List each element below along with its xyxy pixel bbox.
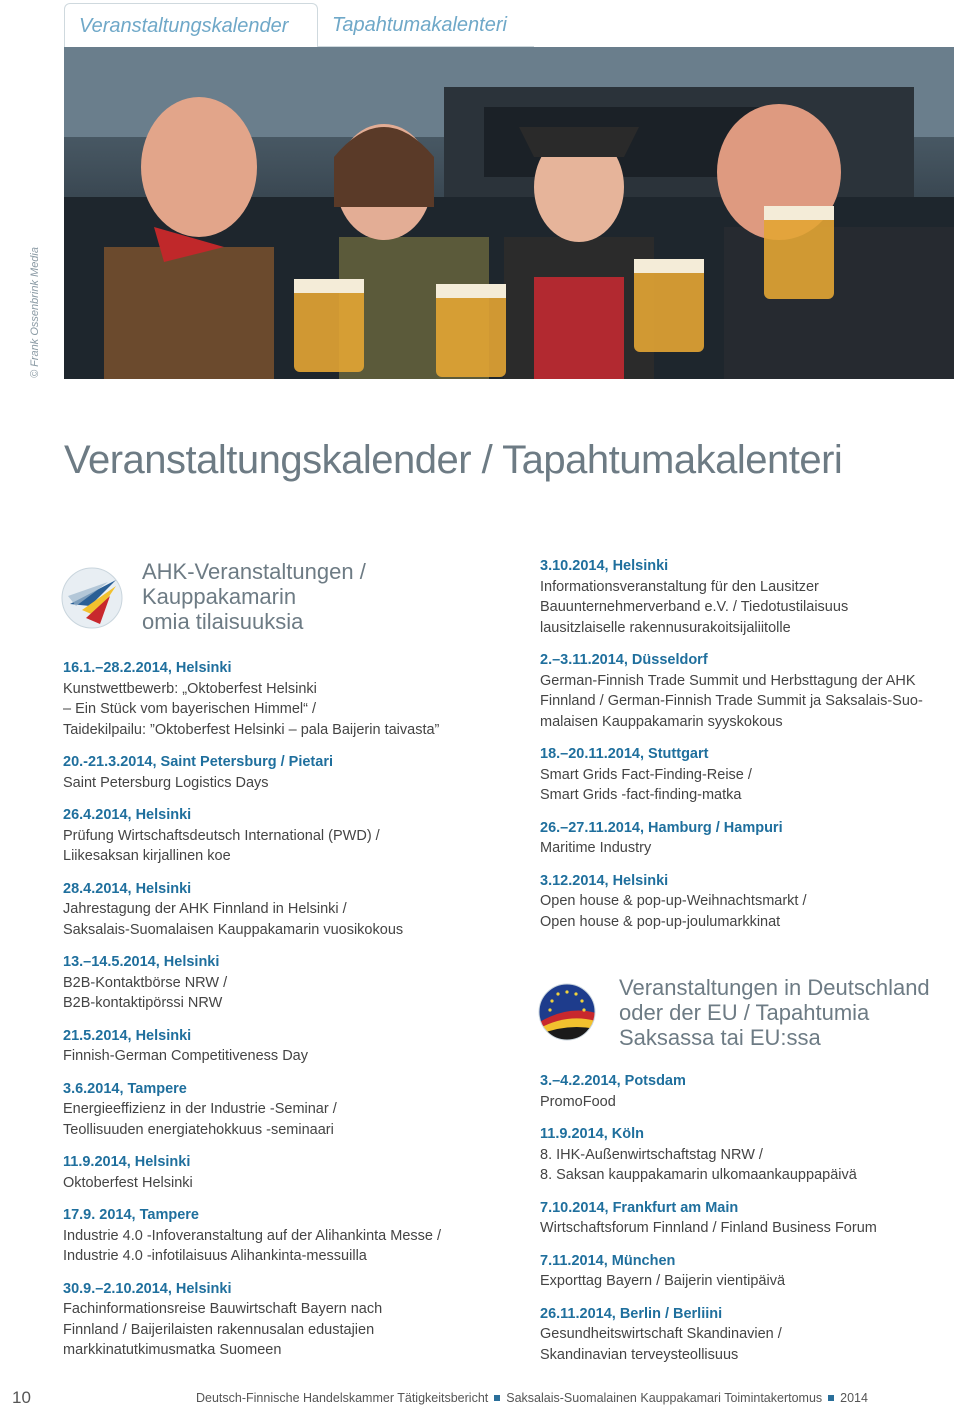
- event-description: Maritime Industry: [540, 840, 652, 856]
- event-description: Open house & pop-up-joulumarkkinat: [540, 913, 781, 930]
- event-entry: [63, 1279, 523, 1361]
- ahk-logo-icon: [60, 566, 124, 635]
- event-date: 11.9.2014, Köln: [540, 1126, 644, 1142]
- event-date: 11.9.2014, Helsinki: [63, 1154, 191, 1170]
- event-date: 13.–14.5.2014, Helsinki: [63, 954, 220, 970]
- event-description: Oktoberfest Helsinki: [63, 1174, 193, 1191]
- event-description: malaisen Kauppakamarin syyskokous: [540, 713, 783, 730]
- event-description: Finnland / German-Finnish Trade Summit ja Saksalais-Suo-: [540, 693, 923, 709]
- event-description: Open house & pop-up-Weihnachtsmarkt /: [540, 893, 807, 909]
- tab-tapahtumakalenteri[interactable]: Tapahtumakalenteri: [318, 3, 534, 47]
- eu-globe-icon: [538, 983, 596, 1046]
- event-description: Wirtschaftsforum Finnland / Finland Business Forum: [540, 1220, 877, 1236]
- header-tabs: [64, 3, 534, 47]
- ahk-heading-line: Kauppakamarin: [142, 584, 297, 609]
- event-entry: [63, 952, 523, 1014]
- event-date: 17.9. 2014, Tampere: [63, 1207, 199, 1223]
- event-entry: [63, 1152, 523, 1193]
- event-description: Energieeffizienz in der Industrie -Seminar /: [63, 1101, 337, 1117]
- event-description: Prüfung Wirtschaftsdeutsch International (PWD) /: [63, 827, 380, 844]
- footer-part: Saksalais-Suomalainen Kauppakamari Toimintakertomus: [506, 1391, 823, 1405]
- event-description: German-Finnish Trade Summit und Herbsttagung der AHK: [540, 672, 916, 689]
- event-description: markkinatutkimusmatka Suomeen: [63, 1342, 282, 1358]
- event-entry: [540, 1304, 955, 1366]
- event-description: Exporttag Bayern / Baijerin vientipäivä: [540, 1273, 786, 1289]
- event-entry: [540, 744, 955, 806]
- ahk-heading-line: AHK-Veranstaltungen /: [142, 559, 366, 584]
- event-description: 8. IHK-Außenwirtschaftstag NRW /: [540, 1146, 763, 1163]
- event-description: – Ein Stück vom bayerischen Himmel“ /: [63, 701, 317, 717]
- event-description: Smart Grids Fact-Finding-Reise /: [540, 766, 752, 783]
- event-description: Industrie 4.0 -infotilaisuus Alihankinta-messuilla: [63, 1248, 367, 1264]
- event-description: Kunstwettbewerb: „Oktoberfest Helsinki: [63, 680, 317, 697]
- event-date: 30.9.–2.10.2014, Helsinki: [63, 1280, 232, 1297]
- event-entry: [63, 1205, 523, 1267]
- footer-part: Deutsch-Finnische Handelskammer Tätigkeitsbericht: [196, 1391, 489, 1405]
- event-description: Liikesaksan kirjallinen koe: [63, 848, 231, 864]
- event-description: PromoFood: [540, 1093, 616, 1110]
- event-date: 20.-21.3.2014, Saint Petersburg / Pietari: [63, 754, 333, 770]
- event-description: lausitzlaiselle rakennusurakoitsijaliitolle: [540, 619, 791, 636]
- event-description: Smart Grids -fact-finding-matka: [540, 787, 742, 803]
- event-date: 16.1.–28.2.2014, Helsinki: [63, 660, 232, 676]
- event-description: B2B-kontaktipörssi NRW: [63, 995, 223, 1011]
- ahk-events-left: [63, 658, 523, 1373]
- event-description: 8. Saksan kauppakamarin ulkomaankauppapäivä: [540, 1167, 857, 1183]
- event-entry: [63, 1079, 523, 1141]
- event-description: Bauunternehmerverband e.V. / Tiedotustilaisuus: [540, 599, 849, 615]
- event-date: 7.10.2014, Frankfurt am Main: [540, 1199, 739, 1216]
- event-entry: [540, 818, 955, 859]
- event-entry: [540, 650, 955, 732]
- event-date: 21.5.2014, Helsinki: [63, 1027, 192, 1044]
- eu-heading-line: Saksassa tai EU:ssa: [619, 1025, 821, 1050]
- ahk-heading-line: omia tilaisuuksia: [142, 609, 304, 634]
- event-description: B2B-Kontaktbörse NRW /: [63, 974, 228, 991]
- event-date: 3.–4.2.2014, Potsdam: [540, 1073, 686, 1089]
- event-description: Fachinformationsreise Bauwirtschaft Bayern nach: [63, 1301, 383, 1317]
- event-date: 3.12.2014, Helsinki: [540, 872, 669, 889]
- event-description: Teollisuuden energiatehokkuus -seminaari: [63, 1121, 334, 1138]
- event-description: Skandinavian terveysteollisuus: [540, 1346, 739, 1363]
- event-entry: [63, 805, 523, 867]
- square-bullet-icon: [828, 1395, 834, 1401]
- event-entry: [63, 752, 523, 793]
- event-entry: [540, 1071, 955, 1112]
- event-entry: [63, 658, 523, 740]
- page-number: 10: [12, 1388, 31, 1407]
- square-bullet-icon: [494, 1395, 500, 1401]
- event-entry: [63, 879, 523, 941]
- event-description: Saint Petersburg Logistics Days: [63, 774, 269, 791]
- event-description: Informationsveranstaltung für den Lausitzer: [540, 578, 819, 595]
- eu-events: [540, 1071, 955, 1377]
- event-entry: [540, 1198, 955, 1239]
- event-description: Gesundheitswirtschaft Skandinavien /: [540, 1326, 782, 1342]
- photo-illustration: [64, 47, 954, 379]
- page-title: Veranstaltungskalender / Tapahtumakalenteri: [64, 438, 843, 482]
- event-description: Finnland / Baijerilaisten rakennusalan edustajien: [63, 1321, 375, 1338]
- footer-text: [196, 1391, 868, 1405]
- event-entry: [540, 556, 955, 638]
- event-date: 7.11.2014, München: [540, 1252, 676, 1269]
- page-footer: [0, 1388, 960, 1412]
- event-date: 2.–3.11.2014, Düsseldorf: [540, 652, 708, 668]
- event-entry: [63, 1026, 523, 1067]
- event-date: 18.–20.11.2014, Stuttgart: [540, 746, 709, 762]
- event-description: Taidekilpailu: ”Oktoberfest Helsinki – pala Baijerin taivasta”: [63, 721, 440, 738]
- event-entry: [540, 1124, 955, 1186]
- ahk-section-heading: [142, 559, 366, 634]
- event-description: Finnish-German Competitiveness Day: [63, 1048, 308, 1064]
- header-photo: [64, 47, 954, 379]
- event-entry: [540, 1251, 955, 1292]
- eu-heading-line: oder der EU / Tapahtumia: [619, 1000, 870, 1025]
- event-description: Jahrestagung der AHK Finnland in Helsinki /: [63, 901, 347, 917]
- footer-part: 2014: [840, 1391, 868, 1405]
- eu-section-heading: [619, 975, 930, 1050]
- event-date: 26.4.2014, Helsinki: [63, 807, 192, 823]
- eu-heading-line: Veranstaltungen in Deutschland: [619, 975, 930, 1000]
- event-description: Industrie 4.0 -Infoveranstaltung auf der Alihankinta Messe /: [63, 1227, 442, 1244]
- tab-veranstaltungskalender[interactable]: Veranstaltungskalender: [64, 3, 318, 47]
- ahk-events-right: [540, 556, 955, 944]
- event-date: 3.10.2014, Helsinki: [540, 558, 669, 574]
- event-date: 3.6.2014, Tampere: [63, 1080, 187, 1097]
- event-date: 26.–27.11.2014, Hamburg / Hampuri: [540, 819, 783, 836]
- photo-credit: © Frank Ossenbrink Media: [29, 247, 41, 378]
- event-date: 28.4.2014, Helsinki: [63, 880, 192, 897]
- event-description: Saksalais-Suomalaisen Kauppakamarin vuosikokous: [63, 921, 404, 938]
- event-entry: [540, 871, 955, 933]
- event-date: 26.11.2014, Berlin / Berliini: [540, 1305, 723, 1322]
